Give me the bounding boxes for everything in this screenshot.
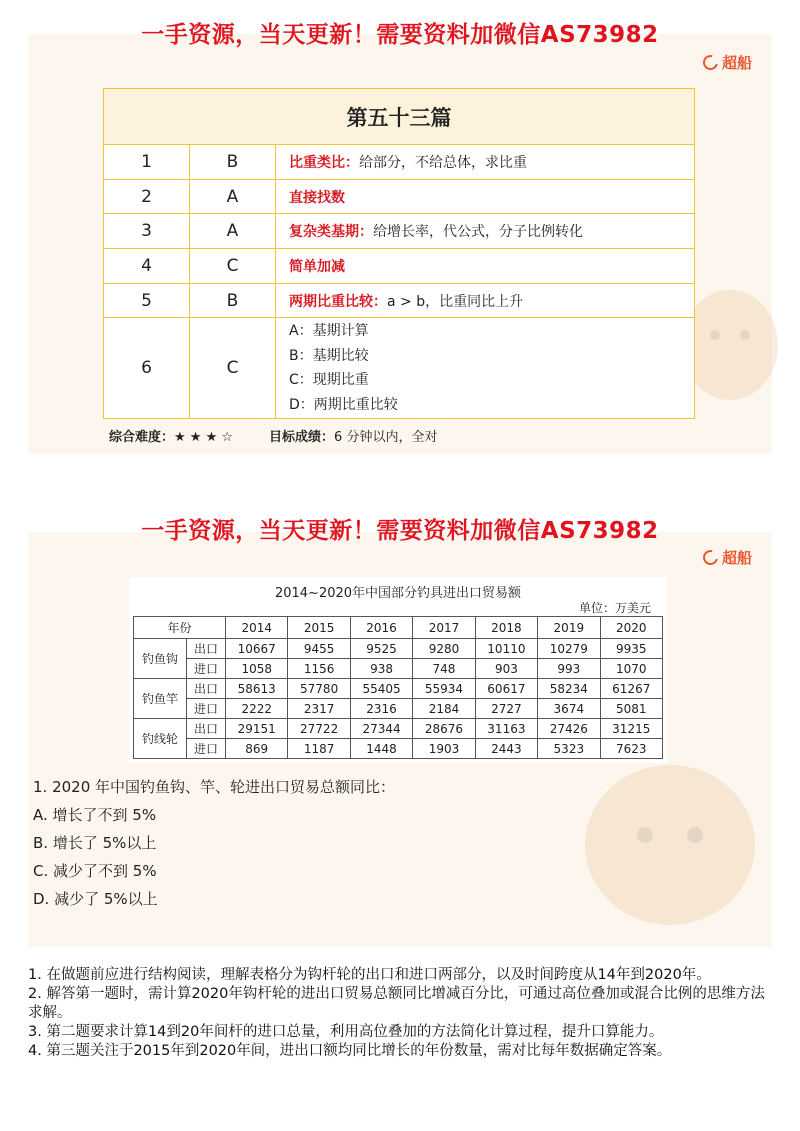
value-cell: 3674 [538,699,600,719]
option-line: B：基期比较 [289,347,369,364]
row-answer: C [190,249,276,284]
option-line: A：基期计算 [289,323,369,339]
note-paragraph: 1. 在做题前应进行结构阅读，理解表格分为钩杆轮的出口和进口两部分，以及时间跨度从14年到2020年。 [28,967,711,983]
year-header: 年份 [134,617,226,639]
mascot-watermark-icon [565,745,775,935]
row-number: 6 [104,318,190,419]
note-text: a > b，比重同比上升 [387,293,524,310]
option-line: D：两期比重比较 [289,396,398,413]
year-cell: 2017 [413,617,475,639]
value-cell: 1187 [288,739,350,759]
value-cell: 1156 [288,659,350,679]
value-cell: 1448 [350,739,412,759]
answer-table-title: 第五十三篇 [104,89,695,145]
note-tag: 两期比重比较： [289,293,387,310]
brand-logo-top [703,52,752,73]
row-answer: C [190,318,276,419]
row-number: 3 [104,214,190,249]
year-cell: 2015 [288,617,350,639]
value-cell: 2184 [413,699,475,719]
study-notes [28,966,776,1061]
note-paragraph: 3. 第二题要求计算14到20年间杆的进口总量，利用高位叠加的方法简化计算过程，提升口算能力。 [28,1024,664,1040]
brand-logo-bottom [703,547,752,568]
value-cell: 2317 [288,699,350,719]
value-cell: 10110 [475,639,537,659]
export-label: 出口 [187,679,226,699]
value-cell: 28676 [413,719,475,739]
value-cell: 9455 [288,639,350,659]
value-cell: 31163 [475,719,537,739]
value-cell: 869 [226,739,288,759]
value-cell: 9525 [350,639,412,659]
value-cell: 938 [350,659,412,679]
row-note [276,214,695,249]
item-name: 钓线轮 [134,719,187,759]
row-number: 5 [104,284,190,318]
value-cell: 55405 [350,679,412,699]
value-cell: 5081 [600,699,662,719]
difficulty-stars: ★ ★ ★ ☆ [174,430,234,445]
value-cell: 27426 [538,719,600,739]
option-d: D. 减少了 5%以上 [33,890,158,908]
value-cell: 31215 [600,719,662,739]
value-cell: 60617 [475,679,537,699]
export-label: 出口 [187,719,226,739]
value-cell: 10667 [226,639,288,659]
banner-top: 一手资源，当天更新！需要资料加微信AS73982 [141,22,659,48]
row-note [276,284,695,318]
value-cell: 993 [538,659,600,679]
value-cell: 5323 [538,739,600,759]
value-cell: 748 [413,659,475,679]
row-number: 4 [104,249,190,284]
question-stem: 1. 2020 年中国钓鱼钩、竿、轮进出口贸易总额同比： [33,778,396,796]
brand-icon [700,547,720,567]
option-b: B. 增长了 5%以上 [33,834,157,852]
trade-table [133,616,663,759]
brand-name: 超船 [721,549,752,567]
option-c: C. 减少了不到 5% [33,862,157,880]
value-cell: 27722 [288,719,350,739]
answer-table [103,88,695,419]
note-tag: 简单加减 [289,259,345,275]
year-cell: 2018 [475,617,537,639]
target [269,426,437,445]
row-note [276,249,695,284]
difficulty-label: 综合难度： [109,430,175,445]
value-cell: 58234 [538,679,600,699]
year-cell: 2014 [226,617,288,639]
value-cell: 1070 [600,659,662,679]
note-paragraph: 4. 第三题关注于2015年到2020年间，进出口额均同比增长的年份数量，需对比每年数据确定答案。 [28,1043,672,1059]
value-cell: 29151 [226,719,288,739]
trade-table-title: 2014~2020年中国部分钓具进出口贸易额 [274,586,522,601]
value-cell: 903 [475,659,537,679]
note-text: 给增长率，代公式，分子比例转化 [373,224,583,240]
year-cell: 2020 [600,617,662,639]
row-options [276,318,695,419]
value-cell: 1903 [413,739,475,759]
note-tag: 复杂类基期： [289,224,373,240]
brand-icon [700,52,720,72]
export-label: 出口 [187,639,226,659]
import-label: 进口 [187,699,226,719]
value-cell: 2443 [475,739,537,759]
value-cell: 2222 [226,699,288,719]
row-answer: B [190,145,276,180]
value-cell: 55934 [413,679,475,699]
import-label: 进口 [187,739,226,759]
value-cell: 1058 [226,659,288,679]
item-name: 钓鱼钩 [134,639,187,679]
value-cell: 7623 [600,739,662,759]
item-name: 钓鱼竿 [134,679,187,719]
banner-bottom: 一手资源，当天更新！需要资料加微信AS73982 [141,518,659,544]
brand-name: 超船 [721,54,752,72]
difficulty [109,426,233,445]
difficulty-footer [109,426,437,445]
value-cell: 9935 [600,639,662,659]
row-number: 2 [104,180,190,214]
import-label: 进口 [187,659,226,679]
value-cell: 58613 [226,679,288,699]
target-label: 目标成绩： [269,430,335,445]
target-value: 6 分钟以内，全对 [334,430,438,445]
trade-table-image [129,577,667,763]
row-answer: B [190,284,276,318]
row-answer: A [190,180,276,214]
option-line: C：现期比重 [289,372,369,388]
value-cell: 57780 [288,679,350,699]
row-note [276,145,695,180]
year-cell: 2016 [350,617,412,639]
value-cell: 2316 [350,699,412,719]
row-note [276,180,695,214]
row-answer: A [190,214,276,249]
option-a: A. 增长了不到 5% [33,806,157,824]
value-cell: 2727 [475,699,537,719]
value-cell: 10279 [538,639,600,659]
note-tag: 直接找数 [289,189,345,206]
row-number: 1 [104,145,190,180]
year-cell: 2019 [538,617,600,639]
note-text: 给部分，不给总体，求比重 [359,155,527,171]
note-paragraph: 2. 解答第一题时，需计算2020年钩杆轮的进出口贸易总额同比增减百分比，可通过高位叠加或混合比例的思维方法求解。 [28,986,765,1021]
trade-table-unit: 单位：万美元 [578,601,651,615]
value-cell: 27344 [350,719,412,739]
note-tag: 比重类比： [289,155,359,171]
value-cell: 9280 [413,639,475,659]
value-cell: 61267 [600,679,662,699]
